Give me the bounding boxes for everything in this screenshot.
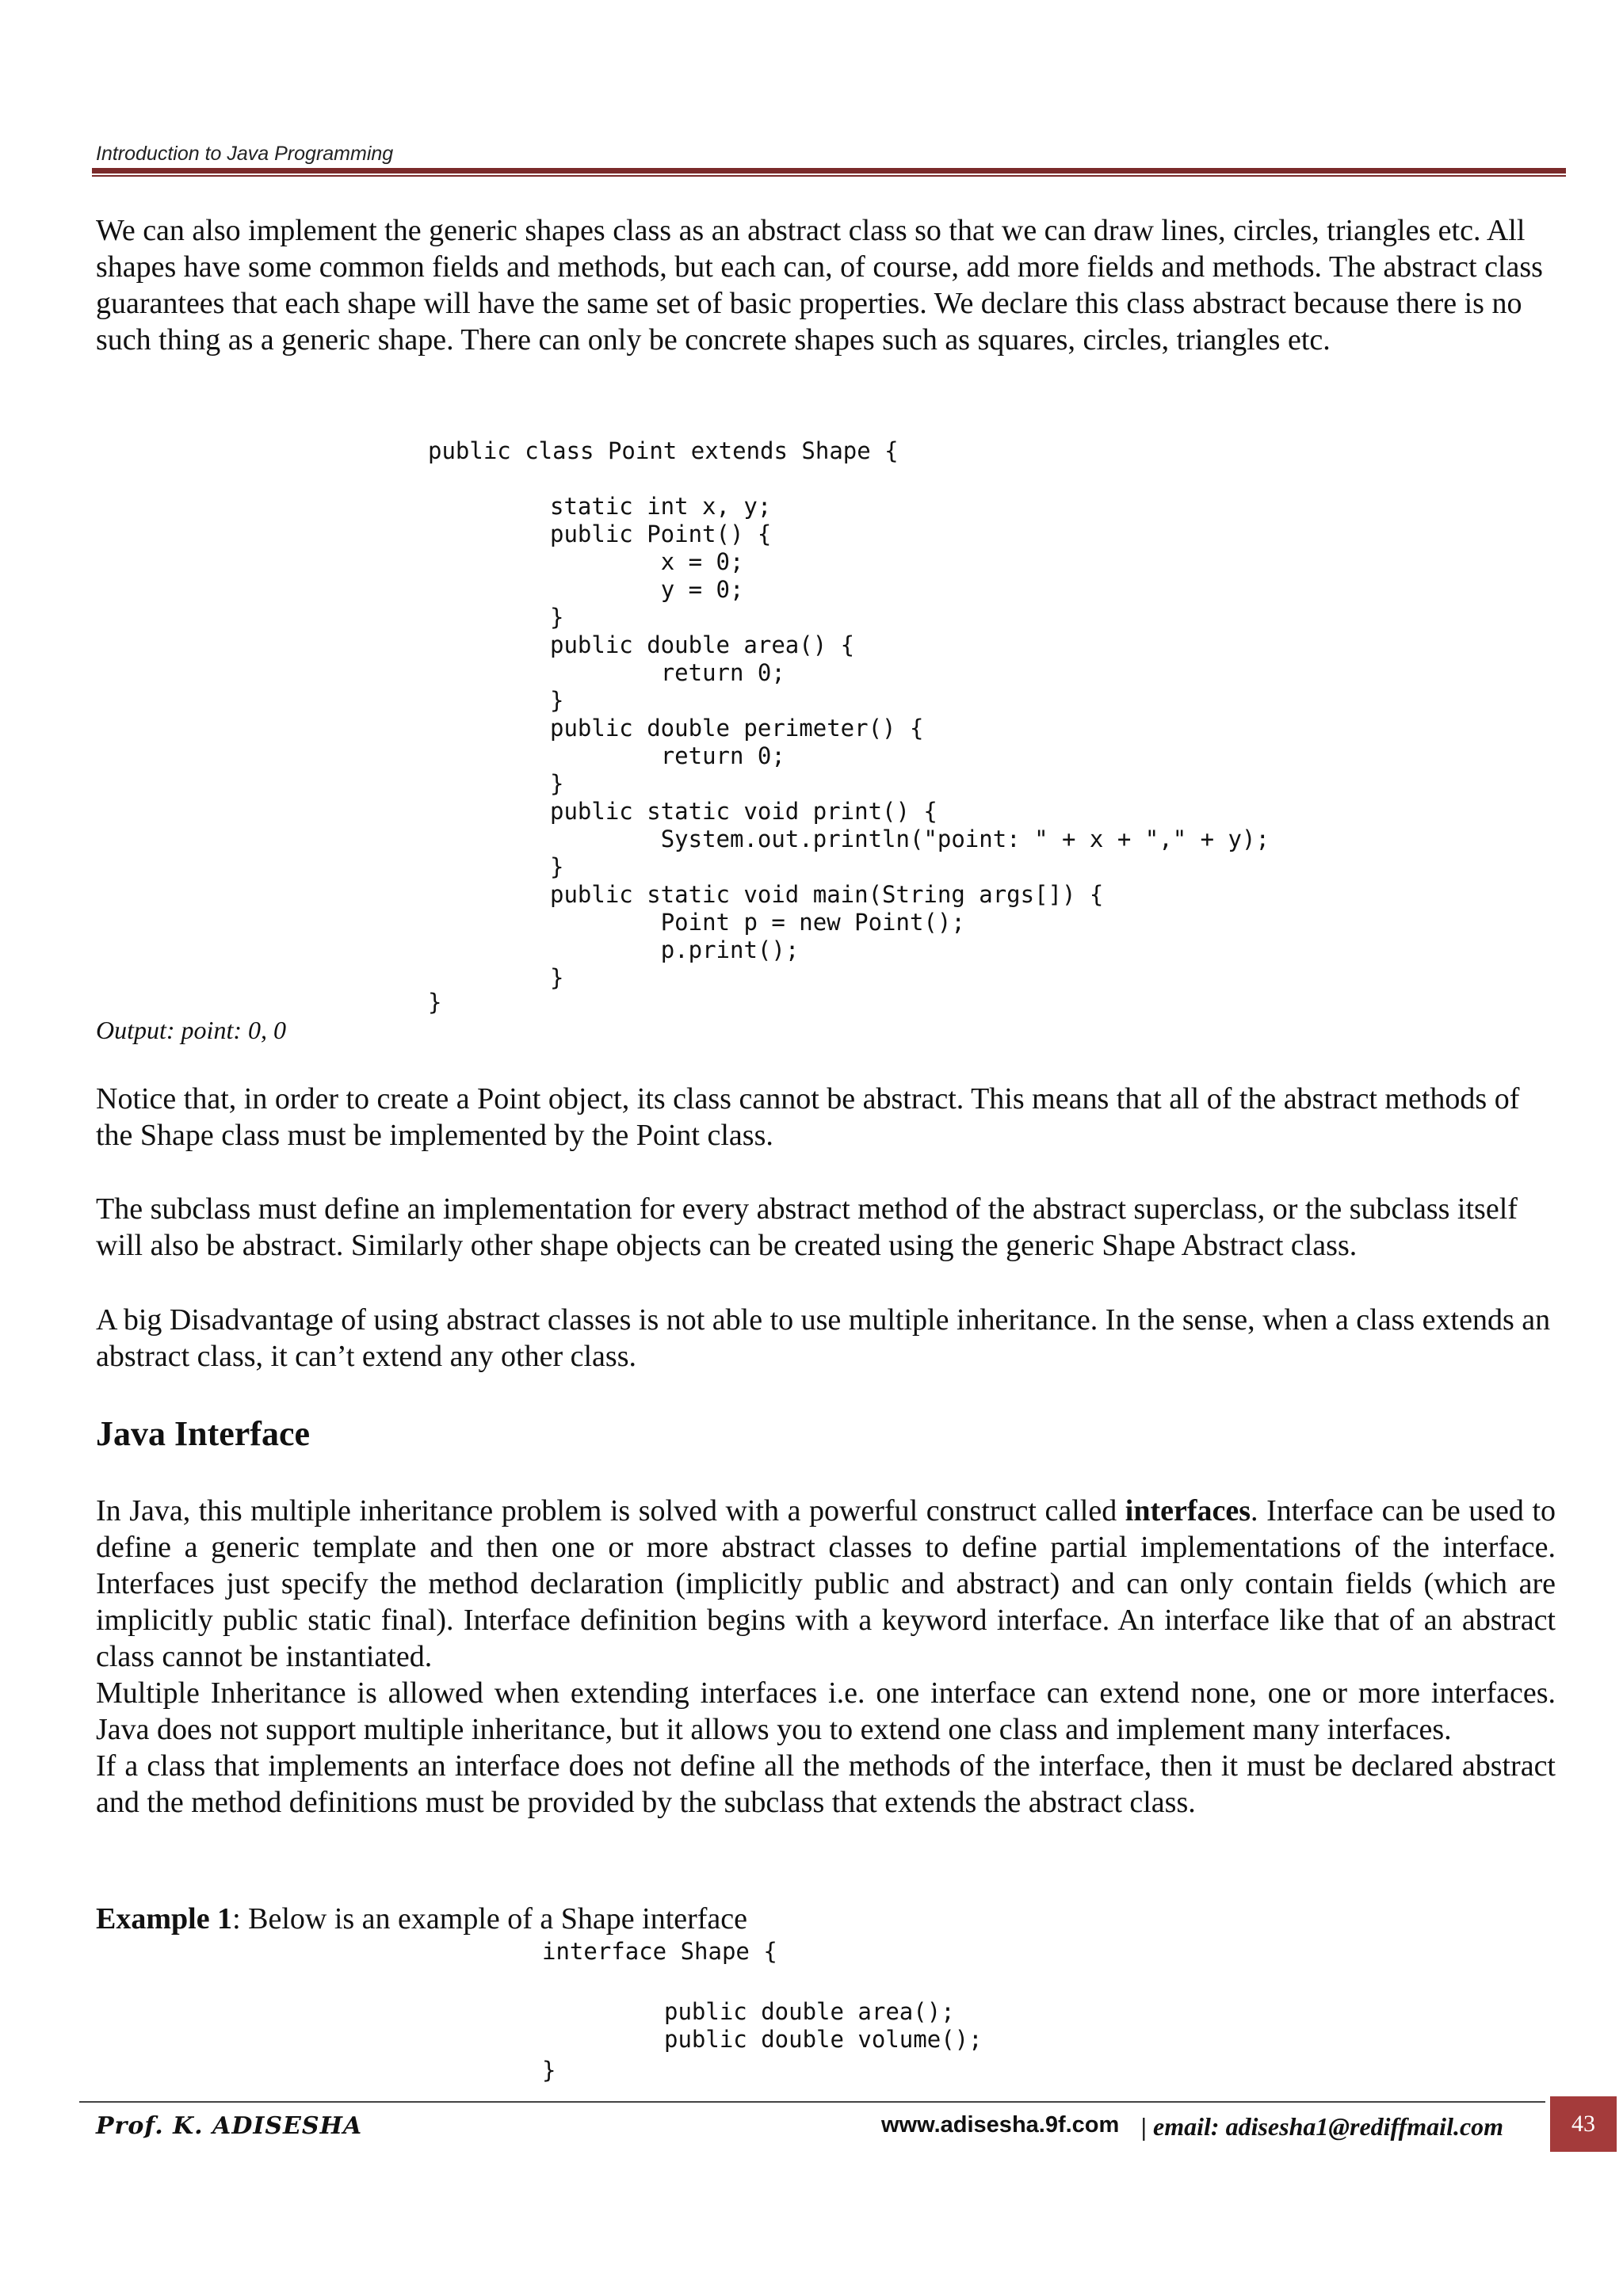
running-header: Introduction to Java Programming: [96, 143, 394, 165]
example-1-caption: Example 1: Below is an example of a Shape interface: [96, 1902, 748, 1936]
code-point-class-decl: public class Point extends Shape {: [428, 437, 899, 464]
intro-paragraph: We can also implement the generic shapes class as an abstract class so that we can draw lines, circles, triangles etc. All shapes have some common fields and methods, but each can, of course, add more fields and methods. The abstract class guarantees that each shape will have the same set of basic properties. We declare this class abstract because there is no such thing as a generic shape. There can only be concrete shapes such as squares, circles, triangles etc.: [96, 214, 1543, 357]
paragraph-multiple-inheritance: Multiple Inheritance is allowed when extending interfaces i.e. one interface can extend none, one or more interfaces. Java does not support multiple inheritance, but it allows you to extend one class and implement many interfaces.: [96, 1676, 1556, 1746]
footer-author: Prof. K. ADISESHA: [96, 2112, 363, 2140]
paragraph-interface-block: [96, 1493, 1556, 1821]
example-1-label: Example 1: [96, 1902, 233, 1936]
code-shape-close: }: [542, 2057, 556, 2084]
header-rule-thin: [92, 175, 1566, 177]
paragraph-interface-intro: In Java, this multiple inheritance problem is solved with a powerful construct called interfaces. Interface can be used to define a generic template and then one or more abstract classes to define partial implementations of the interface. Interfaces just specify the method declaration (implicitly public and abstract) and can only contain fields (which are implicitly public static final). Interface definition begins with a keyword interface. An interface like that of an abstract class cannot be instantiated.: [96, 1494, 1556, 1673]
footer-website-link[interactable]: www.adisesha.9f.com: [881, 2112, 1120, 2138]
code-point-close: }: [428, 989, 442, 1016]
footer-email: | email: adisesha1@rediffmail.com: [1141, 2112, 1504, 2141]
output-line: Output: point: 0, 0: [96, 1016, 286, 1044]
section-heading-java-interface: Java Interface: [96, 1414, 311, 1453]
header-rule: [92, 168, 1566, 174]
paragraph-if-class: If a class that implements an interface does not define all the methods of the interface, then it must be declared abstract and the method definitions must be provided by the subclass that extends the abstract class.: [96, 1749, 1556, 1819]
code-point-body: static int x, y; public Point() { x = 0; y = 0; } public double area() { return 0; } public double perimeter() { return 0; } public static void print() { System.out.println("point: " + x + "," + y); } public static void main(String args[]) { Point p = new Point(); p.print(); }: [550, 493, 1270, 991]
bold-interfaces: interfaces: [1125, 1494, 1251, 1527]
code-shape-body: public double area(); public double volume();: [664, 1998, 983, 2053]
paragraph-notice: Notice that, in order to create a Point object, its class cannot be abstract. This means that all of the abstract methods of the Shape class must be implemented by the Point class.: [96, 1082, 1520, 1152]
footer-rule: [79, 2101, 1545, 2103]
paragraph-disadvantage: A big Disadvantage of using abstract classes is not able to use multiple inheritance. In the sense, when a class extends an abstract class, it can’t extend any other class.: [96, 1303, 1551, 1373]
page-number-badge: 43: [1550, 2096, 1617, 2152]
paragraph-subclass: The subclass must define an implementation for every abstract method of the abstract superclass, or the subclass itself will also be abstract. Similarly other shape objects can be created using the generic Shape Abstract class.: [96, 1192, 1518, 1262]
code-shape-interface-decl: interface Shape {: [542, 1938, 777, 1965]
